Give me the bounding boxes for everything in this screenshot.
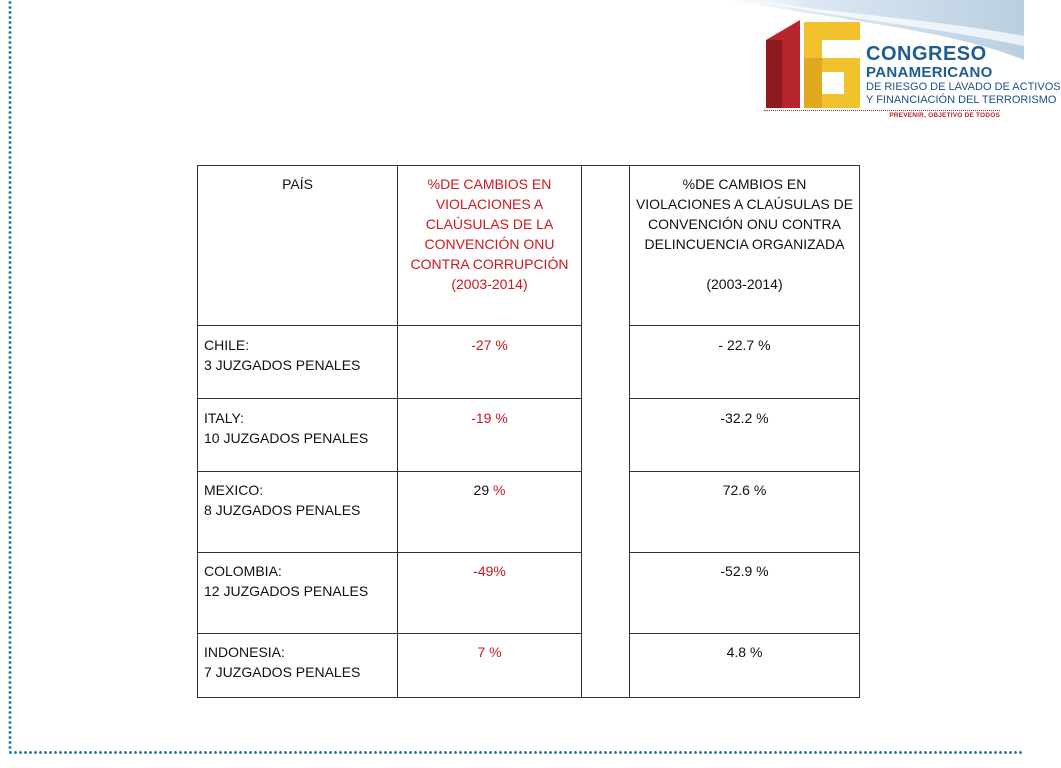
cell-corruption-change: -19 % — [398, 399, 582, 472]
header-corruption-line: (2003-2014) — [451, 276, 528, 292]
header-organized-crime-period: (2003-2014) — [706, 276, 783, 292]
courts-count: 8 JUZGADOS PENALES — [204, 502, 361, 518]
comparison-table — [197, 165, 860, 698]
cell-corruption-change — [398, 472, 582, 553]
table-header-row — [198, 166, 860, 326]
logo-line-4: Y FINANCIACIÓN DEL TERRORISMO — [866, 94, 1057, 106]
logo-wordmark — [866, 43, 1061, 107]
country-name: CHILE: — [204, 337, 250, 353]
corruption-percent-sign: % — [489, 482, 506, 498]
header-corruption-line: VIOLACIONES A — [435, 196, 544, 212]
cell-organized-crime-change: 4.8 % — [630, 634, 860, 698]
cell-organized-crime-change: 72.6 % — [630, 472, 860, 553]
bottom-dotted-border — [8, 750, 1024, 755]
header-corruption-line: CONVENCIÓN ONU — [424, 236, 555, 252]
logo-title: CONGRESO — [866, 43, 987, 65]
header-corruption-line: CLAÚSULAS DE LA — [425, 216, 554, 232]
table-row — [198, 634, 860, 698]
cell-country — [198, 553, 398, 634]
header-organized-crime-line: %DE CAMBIOS EN — [682, 176, 807, 192]
table-row — [198, 553, 860, 634]
table-row — [198, 399, 860, 472]
courts-count: 10 JUZGADOS PENALES — [204, 430, 369, 446]
courts-count: 12 JUZGADOS PENALES — [204, 583, 369, 599]
courts-count: 7 JUZGADOS PENALES — [204, 664, 361, 680]
cell-organized-crime-change: -52.9 % — [630, 553, 860, 634]
courts-count: 3 JUZGADOS PENALES — [204, 357, 361, 373]
left-dotted-border — [8, 0, 12, 752]
cell-corruption-change: -27 % — [398, 326, 582, 399]
header-organized-crime-line: VIOLACIONES A CLAÚSULAS DE — [635, 196, 854, 212]
cell-country — [198, 472, 398, 553]
logo-subtitle: PANAMERICANO — [866, 64, 993, 81]
header-organized-crime-line: CONVENCIÓN ONU CONTRA — [648, 216, 841, 232]
corruption-value: 29 — [473, 482, 490, 498]
header-country-label: PAÍS — [282, 176, 313, 192]
cell-organized-crime-change: -32.2 % — [630, 399, 860, 472]
logo-tagline: PREVENIR, OBJETIVO DE TODOS — [764, 110, 1000, 119]
header-corruption-line: %DE CAMBIOS EN — [427, 176, 552, 192]
country-name: MEXICO: — [204, 482, 264, 498]
logo-16-emblem — [760, 18, 862, 110]
cell-corruption-change: 7 % — [398, 634, 582, 698]
header-organized-crime-line: DELINCUENCIA ORGANIZADA — [644, 236, 845, 252]
header-corruption — [398, 166, 582, 326]
logo-line-3: DE RIESGO DE LAVADO DE ACTIVOS — [866, 81, 1061, 93]
cell-organized-crime-change: - 22.7 % — [630, 326, 860, 399]
cell-country — [198, 326, 398, 399]
cell-country — [198, 399, 398, 472]
header-corruption-line: CONTRA CORRUPCIÓN — [410, 256, 569, 272]
cell-country — [198, 634, 398, 698]
header-country — [198, 166, 398, 326]
header-organized-crime — [630, 166, 860, 326]
table-row — [198, 326, 860, 399]
table-row — [198, 472, 860, 553]
country-name: INDONESIA: — [204, 644, 285, 660]
spacer-column — [582, 166, 630, 698]
country-name: ITALY: — [204, 410, 244, 426]
cell-corruption-change: -49% — [398, 553, 582, 634]
congress-logo — [760, 18, 1061, 122]
country-name: COLOMBIA: — [204, 563, 282, 579]
